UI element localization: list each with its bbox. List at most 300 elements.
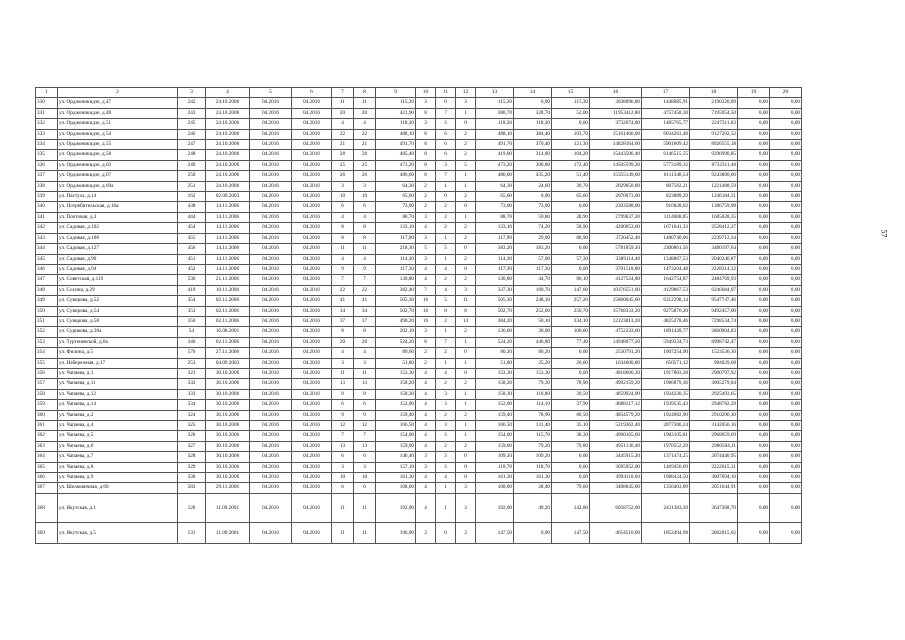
table-cell: 88,70 <box>376 212 416 222</box>
table-cell: 3 <box>456 285 476 295</box>
table-cell: 159,00 <box>376 441 416 451</box>
table-cell: 158,30 <box>376 389 416 399</box>
table-cell: 04.2016 <box>250 358 292 368</box>
table-cell: 1469456,69 <box>642 462 690 472</box>
table-cell: 0,00 <box>738 212 770 222</box>
table-row <box>36 379 802 389</box>
table-cell: 2 <box>436 212 456 222</box>
table-cell: 366 <box>36 473 58 483</box>
table-cell: 04.2016 <box>250 171 292 181</box>
header-cell: 18 <box>690 88 738 98</box>
table-cell: 0,00 <box>770 389 802 399</box>
table-cell: 1891428,77 <box>642 327 690 337</box>
table-cell: 1 <box>436 181 456 191</box>
table-cell: 369 <box>36 522 58 543</box>
table-cell: 114,10 <box>514 400 552 410</box>
table-cell: 2 <box>416 181 436 191</box>
table-cell: 2228314,32 <box>690 264 738 274</box>
table-cell: 351 <box>36 316 58 326</box>
table-cell: 24.10.2006 <box>206 160 250 170</box>
table-cell: 3 <box>436 160 456 170</box>
table-cell: 4859924,00 <box>590 389 642 399</box>
table-cell: 0,00 <box>738 462 770 472</box>
table-cell: 8 <box>416 171 436 181</box>
table-cell: 77,40 <box>552 337 590 347</box>
table-cell: 2247311,03 <box>690 119 738 129</box>
table-cell: 361 <box>36 421 58 431</box>
table-cell: 04.2016 <box>292 522 332 543</box>
table-cell: ул. Якутская, д.5 <box>58 522 178 543</box>
table-cell: 5 <box>456 160 476 170</box>
table-cell: 1934230,35 <box>642 389 690 399</box>
table-cell: 14.11.2006 <box>206 233 250 243</box>
table-cell: 4 <box>332 348 354 358</box>
table-cell: 0,00 <box>738 119 770 129</box>
table-cell: 0,00 <box>738 522 770 543</box>
table-cell: 3647368,70 <box>690 493 738 522</box>
table-cell: 158,20 <box>476 379 514 389</box>
table-cell: 3 <box>354 181 376 191</box>
table-cell: 1988424,50 <box>642 473 690 483</box>
table-cell: 488,10 <box>376 129 416 139</box>
table-cell: 64,30 <box>376 181 416 191</box>
table-cell: 2802015,02 <box>690 522 738 543</box>
table-cell: 118,80 <box>514 389 552 399</box>
table-cell: 65,60 <box>376 192 416 202</box>
table-cell: 3 <box>416 327 436 337</box>
table-cell: 04.2016 <box>292 431 332 441</box>
table-cell: 2860904,83 <box>690 327 738 337</box>
table-cell: 4129867,53 <box>642 285 690 295</box>
table-cell: 114,30 <box>476 254 514 264</box>
table-cell: ул. Филина, д.5 <box>58 348 178 358</box>
table-cell: 39,70 <box>552 181 590 191</box>
table-cell: 04.2016 <box>250 244 292 254</box>
table-cell: 3 <box>456 98 476 108</box>
table-cell: 74,20 <box>514 223 552 233</box>
table-cell: 8 <box>416 108 436 118</box>
table-cell: 1246184,31 <box>690 192 738 202</box>
table-cell: 2222615,31 <box>690 462 738 472</box>
table-cell: ул. Шелковичная, д.60 <box>58 483 178 493</box>
table-cell: 04.2016 <box>292 462 332 472</box>
table-cell: 65,60 <box>476 192 514 202</box>
table-cell: 0 <box>456 473 476 483</box>
table-cell: 2 <box>436 202 456 212</box>
table-cell: ул. Орджоникидзе, д.55 <box>58 140 178 150</box>
table-cell: 59,80 <box>514 212 552 222</box>
table-cell: 24.10.2006 <box>206 171 250 181</box>
table-cell: 24.10.2006 <box>206 181 250 191</box>
table-cell: 30.10.2006 <box>206 452 250 462</box>
table-row <box>36 348 802 358</box>
table-cell: 2 <box>436 316 456 326</box>
table-cell: 5901609,42 <box>642 140 690 150</box>
table-cell: 114,30 <box>376 254 416 264</box>
table-cell: 0,00 <box>770 452 802 462</box>
table-cell: 80,50 <box>552 410 590 420</box>
table-cell: 9547747,46 <box>690 296 738 306</box>
table-cell: 24.10.2006 <box>206 150 250 160</box>
table-cell: 04.2016 <box>292 212 332 222</box>
table-cell: ул. Орджоникидзе, д.58 <box>58 150 178 160</box>
table-cell: 0,00 <box>738 316 770 326</box>
table-cell: 3480197,64 <box>690 244 738 254</box>
table-cell: 02.11.2006 <box>206 306 250 316</box>
table-cell: 9296990,85 <box>690 150 738 160</box>
table-cell: 0,00 <box>552 473 590 483</box>
table-cell: 12 <box>354 421 376 431</box>
table-cell: 3 <box>416 212 436 222</box>
table-cell: 7298534,74 <box>690 316 738 326</box>
table-cell: 86,10 <box>552 275 590 285</box>
table-cell: 30.10.2006 <box>206 441 250 451</box>
table-cell: 350 <box>36 306 58 316</box>
table-cell: 4 <box>436 285 456 295</box>
table-cell: 04.2016 <box>250 368 292 378</box>
table-cell: 24.10.2006 <box>206 129 250 139</box>
table-cell: 0,00 <box>738 171 770 181</box>
table-cell: 159,40 <box>376 410 416 420</box>
table-cell: 2 <box>456 327 476 337</box>
table-cell: 329 <box>178 462 206 472</box>
table-cell: 4 <box>416 431 436 441</box>
table-cell: ул. Суворова, д.52 <box>58 296 178 306</box>
table-cell: 8 <box>436 306 456 316</box>
table-cell: 52,00 <box>552 108 590 118</box>
table-cell: 4 <box>416 421 436 431</box>
header-cell: 10 <box>416 88 436 98</box>
table-cell: 2948782,29 <box>690 400 738 410</box>
table-cell: 1917803,28 <box>642 368 690 378</box>
table-cell: 0,00 <box>770 410 802 420</box>
table-cell: 1986879,36 <box>642 379 690 389</box>
table-cell: 3732074,80 <box>590 119 642 129</box>
table-cell: 353 <box>178 306 206 316</box>
table-cell: 0,00 <box>738 264 770 274</box>
table-cell: 9127202,52 <box>690 129 738 139</box>
table-cell: 157,10 <box>376 462 416 472</box>
table-cell: 10 <box>354 473 376 483</box>
table-cell: 04.2016 <box>250 98 292 108</box>
table-cell: 8 <box>416 129 436 139</box>
table-cell: 0,00 <box>770 441 802 451</box>
table-cell: 9 <box>332 410 354 420</box>
table-cell: 118,30 <box>376 119 416 129</box>
table-cell: 6246684,07 <box>690 285 738 295</box>
header-cell: 5 <box>250 88 292 98</box>
table-cell: 490,20 <box>376 316 416 326</box>
table-cell: 0 <box>456 264 476 274</box>
table-cell: 192,00 <box>376 493 416 522</box>
table-cell: 331 <box>36 108 58 118</box>
table-cell: 444 <box>178 212 206 222</box>
table-cell: ул. Чапаева, д.4 <box>58 421 178 431</box>
table-cell: 147,50 <box>476 522 514 543</box>
table-cell: 2 <box>436 379 456 389</box>
table-cell: 7 <box>354 431 376 441</box>
table-cell: 2799037,20 <box>590 212 642 222</box>
table-cell: 27.11.2006 <box>206 348 250 358</box>
table-cell: 4854579,20 <box>590 410 642 420</box>
table-cell: 8 <box>332 389 354 399</box>
table-cell: 1 <box>436 254 456 264</box>
table-cell: 314,80 <box>514 150 552 160</box>
table-cell: 334 <box>36 140 58 150</box>
table-row <box>36 98 802 108</box>
table-cell: 4951136,40 <box>590 441 642 451</box>
table-cell: 118,30 <box>514 119 552 129</box>
table-cell: 166,50 <box>476 421 514 431</box>
table-cell: 250,70 <box>552 306 590 316</box>
table-cell: 24.10.2006 <box>206 119 250 129</box>
table-cell: 0 <box>456 452 476 462</box>
table-cell: 73,00 <box>514 202 552 212</box>
table-cell: ул. Орджоникидзе, д.47 <box>58 98 178 108</box>
table-cell: 2530791,20 <box>590 348 642 358</box>
table-cell: 162 <box>178 192 206 202</box>
table-cell: 9 <box>354 264 376 274</box>
table-cell: 9492457,00 <box>690 306 738 316</box>
table-cell: 10 <box>332 473 354 483</box>
table-cell: 2303588,00 <box>590 202 642 212</box>
table-cell: 2 <box>456 140 476 150</box>
table-cell: 0,00 <box>770 98 802 108</box>
table-cell: 340 <box>178 337 206 347</box>
table-cell: 3 <box>456 522 476 543</box>
table-cell: 04.2016 <box>292 192 332 202</box>
table-cell: 3 <box>436 421 456 431</box>
table-row <box>36 368 802 378</box>
table-cell: ул. Чапаева, д.1 <box>58 368 178 378</box>
table-cell: 8 <box>416 150 436 160</box>
table-cell: 11 <box>332 98 354 108</box>
header-row <box>36 88 802 98</box>
table-cell: 2 <box>416 348 436 358</box>
table-cell: 2300861,56 <box>642 244 690 254</box>
table-cell: 117,30 <box>376 264 416 274</box>
table-cell: 8 <box>354 327 376 337</box>
table-cell: 14.11.2006 <box>206 202 250 212</box>
table-cell: 0,00 <box>738 400 770 410</box>
table-cell: ул. Садовая, д.127 <box>58 244 178 254</box>
table-cell: 04.2016 <box>292 452 332 462</box>
table-cell: 04.2016 <box>292 160 332 170</box>
table-cell: 30.10.2006 <box>206 400 250 410</box>
table-cell: 30.10.2006 <box>206 389 250 399</box>
table-cell: 117,90 <box>476 233 514 243</box>
table-cell: 22 <box>354 129 376 139</box>
table-cell: 6 <box>332 483 354 493</box>
table-cell: 2 <box>436 223 456 233</box>
table-cell: 04.09.2003 <box>206 358 250 368</box>
table-cell: 04.2016 <box>250 202 292 212</box>
table-cell: 1 <box>456 181 476 191</box>
table-cell: 0,00 <box>770 264 802 274</box>
table-cell: 4 <box>354 212 376 222</box>
table-cell: 6 <box>332 452 354 462</box>
table-cell: 2411383,30 <box>642 493 690 522</box>
table-cell: 218,30 <box>376 244 416 254</box>
table-cell: 0,00 <box>738 327 770 337</box>
table-cell: 7 <box>436 171 456 181</box>
table-cell: 04.2016 <box>250 223 292 233</box>
table-cell: 166,50 <box>376 421 416 431</box>
table-cell: 28 <box>332 150 354 160</box>
table-cell: 343 <box>36 233 58 243</box>
table-cell: 153,30 <box>476 368 514 378</box>
table-cell: 04.2016 <box>250 462 292 472</box>
table-cell: 2 <box>456 233 476 243</box>
table-row <box>36 202 802 212</box>
table-cell: 80,20 <box>476 348 514 358</box>
table-cell: ул. Почтовая, д.3 <box>58 212 178 222</box>
table-cell: 159,00 <box>476 441 514 451</box>
table-cell: 5 <box>416 244 436 254</box>
table-cell: 11 <box>332 493 354 522</box>
table-cell: 0 <box>436 522 456 543</box>
table-row <box>36 160 802 170</box>
table-cell: 04.2016 <box>292 181 332 191</box>
table-cell: 8 <box>416 337 436 347</box>
table-cell: 0,00 <box>738 275 770 285</box>
table-cell: 0,00 <box>770 337 802 347</box>
table-cell: 2190320,89 <box>690 98 738 108</box>
table-cell: 50,10 <box>514 316 552 326</box>
table-cell: 5949334,73 <box>642 337 690 347</box>
table-cell: 115,30 <box>476 98 514 108</box>
table-cell: 6 <box>354 202 376 212</box>
table-cell: 80,20 <box>514 348 552 358</box>
table-cell: 172,40 <box>552 160 590 170</box>
table-cell: 54 <box>178 327 206 337</box>
table-cell: 04.2016 <box>292 473 332 483</box>
table-cell: 2 <box>416 358 436 368</box>
table-cell: 348 <box>36 285 58 295</box>
table-cell: 04.2016 <box>250 192 292 202</box>
table-cell: 04.2016 <box>292 254 332 264</box>
table-cell: 79,30 <box>514 379 552 389</box>
table-cell: 438 <box>178 202 206 212</box>
table-cell: 325 <box>178 421 206 431</box>
table-cell: 1386759,98 <box>690 202 738 212</box>
header-cell: 20 <box>770 88 802 98</box>
table-cell: 10 <box>332 192 354 202</box>
table-cell: 1 <box>456 431 476 441</box>
table-cell: 26 <box>354 171 376 181</box>
table-cell: 356 <box>178 316 206 326</box>
table-cell: 3007694,10 <box>690 473 738 483</box>
table-cell: ул. Орджоникидзе, д.51 <box>58 119 178 129</box>
table-cell: 28 <box>354 150 376 160</box>
table-cell: 10376551,60 <box>590 285 642 295</box>
header-cell: 16 <box>590 88 642 98</box>
table-cell: 7 <box>436 108 456 118</box>
table-cell: 365 <box>36 462 58 472</box>
table-cell: 342 <box>36 223 58 233</box>
table-cell: 12123813,20 <box>590 316 642 326</box>
table-cell: 117,30 <box>476 264 514 274</box>
table-cell: 3 <box>436 431 456 441</box>
table-cell: 02.11.2006 <box>206 296 250 306</box>
table-cell: 4 <box>416 264 436 274</box>
table-cell: 04.2016 <box>250 233 292 243</box>
table-cell: 1221488,59 <box>690 181 738 191</box>
table-cell: 14 <box>456 316 476 326</box>
table-cell: 359 <box>36 400 58 410</box>
table-cell: 04.2016 <box>292 296 332 306</box>
table-cell: 30.10.2006 <box>206 368 250 378</box>
table-cell: 0,00 <box>770 493 802 522</box>
table-cell: 34 <box>332 306 354 316</box>
table-cell: 0,00 <box>738 368 770 378</box>
table-cell: 8 <box>354 389 376 399</box>
table-cell: 29,00 <box>514 233 552 243</box>
page-number: 57 <box>879 229 889 238</box>
table-cell: ул. Чапаева, д.2 <box>58 410 178 420</box>
table-cell: 356 <box>36 368 58 378</box>
table-cell: 419,00 <box>476 150 514 160</box>
table-cell: 2029050,80 <box>590 181 642 191</box>
table-cell: 2 <box>436 410 456 420</box>
table-cell: 0,00 <box>552 119 590 129</box>
table-cell: 4757458,30 <box>642 108 690 118</box>
table-cell: 30.10.2006 <box>206 410 250 420</box>
table-row <box>36 441 802 451</box>
table-cell: 118,30 <box>476 119 514 129</box>
table-cell: ул. Потребительская, д.16а <box>58 202 178 212</box>
table-cell: 3 <box>354 358 376 368</box>
table-cell: 158,20 <box>376 379 416 389</box>
table-cell: 51,40 <box>552 171 590 181</box>
table-cell: 13 <box>332 441 354 451</box>
table-cell: 2077306,24 <box>642 421 690 431</box>
table-cell: 106,60 <box>552 327 590 337</box>
table-cell: 0,00 <box>514 522 552 543</box>
table-cell: 153,30 <box>514 368 552 378</box>
table-cell: 14.11.2006 <box>206 264 250 274</box>
table-cell: 6 <box>354 483 376 493</box>
table-cell: 0 <box>456 244 476 254</box>
table-cell: 04.2016 <box>250 473 292 483</box>
table-cell: 1924082,90 <box>642 410 690 420</box>
table-cell: 3 <box>332 358 354 368</box>
table-cell: 118,70 <box>514 462 552 472</box>
table-cell: 04.2016 <box>250 129 292 139</box>
table-cell: 04.2016 <box>292 368 332 378</box>
table-cell: ул. Суворова, д.54 <box>58 306 178 316</box>
table-cell: 360 <box>36 410 58 420</box>
table-cell: 30,00 <box>514 327 552 337</box>
table-cell: 133,10 <box>476 223 514 233</box>
table-row <box>36 212 802 222</box>
table-cell: 49,20 <box>514 493 552 522</box>
table-cell: 147,60 <box>552 285 590 295</box>
table-cell: 6 <box>436 150 456 160</box>
table-cell: 3 <box>436 462 456 472</box>
table-cell: 0,00 <box>770 233 802 243</box>
table-cell: 807562,21 <box>642 181 690 191</box>
table-cell: 243 <box>178 108 206 118</box>
table-cell: 89,60 <box>376 348 416 358</box>
table-cell: 131,40 <box>514 421 552 431</box>
table-cell: 353 <box>36 337 58 347</box>
table-cell: 536 <box>178 275 206 285</box>
table-cell: 202,10 <box>376 327 416 337</box>
table-cell: 73,00 <box>476 202 514 212</box>
table-cell: 161,30 <box>476 473 514 483</box>
table-cell: 3038096,80 <box>590 98 642 108</box>
